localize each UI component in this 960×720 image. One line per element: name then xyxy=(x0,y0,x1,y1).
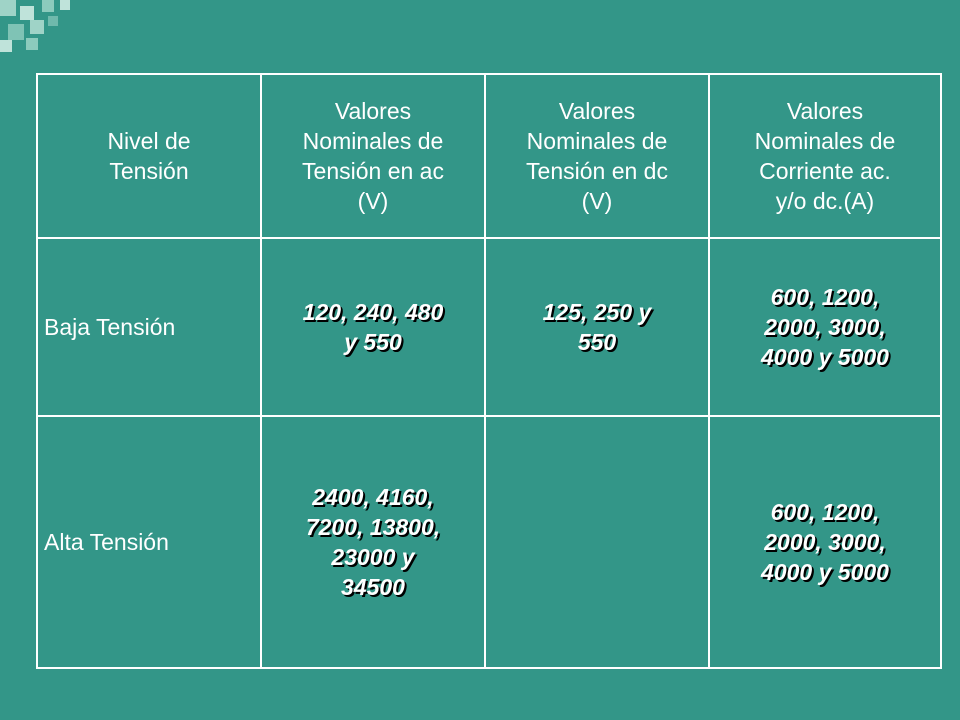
deco-square xyxy=(0,0,16,16)
cell-alta-dc xyxy=(485,416,709,668)
header-nivel-tension: Nivel de Tensión xyxy=(37,74,261,238)
header-corriente: Valores Nominales de Corriente ac. y/o dc.(A) xyxy=(709,74,941,238)
row-label-baja-tension: Baja Tensión xyxy=(37,238,261,416)
cell-baja-dc: 125, 250 y 550 xyxy=(485,238,709,416)
voltage-table xyxy=(36,73,942,669)
deco-square xyxy=(30,20,44,34)
table-row xyxy=(37,416,941,668)
table-row xyxy=(37,238,941,416)
deco-square xyxy=(8,24,24,40)
row-label-alta-tension: Alta Tensión xyxy=(37,416,261,668)
header-tension-dc: Valores Nominales de Tensión en dc (V) xyxy=(485,74,709,238)
cell-baja-corriente: 600, 1200, 2000, 3000, 4000 y 5000 xyxy=(709,238,941,416)
table-header-row xyxy=(37,74,941,238)
header-tension-ac: Valores Nominales de Tensión en ac (V) xyxy=(261,74,485,238)
deco-square xyxy=(42,0,54,12)
deco-square xyxy=(48,16,58,26)
deco-square xyxy=(0,40,12,52)
deco-square xyxy=(60,0,70,10)
deco-square xyxy=(26,38,38,50)
cell-alta-corriente: 600, 1200, 2000, 3000, 4000 y 5000 xyxy=(709,416,941,668)
cell-alta-ac: 2400, 4160, 7200, 13800, 23000 y 34500 xyxy=(261,416,485,668)
deco-square xyxy=(20,6,34,20)
cell-baja-ac: 120, 240, 480 y 550 xyxy=(261,238,485,416)
